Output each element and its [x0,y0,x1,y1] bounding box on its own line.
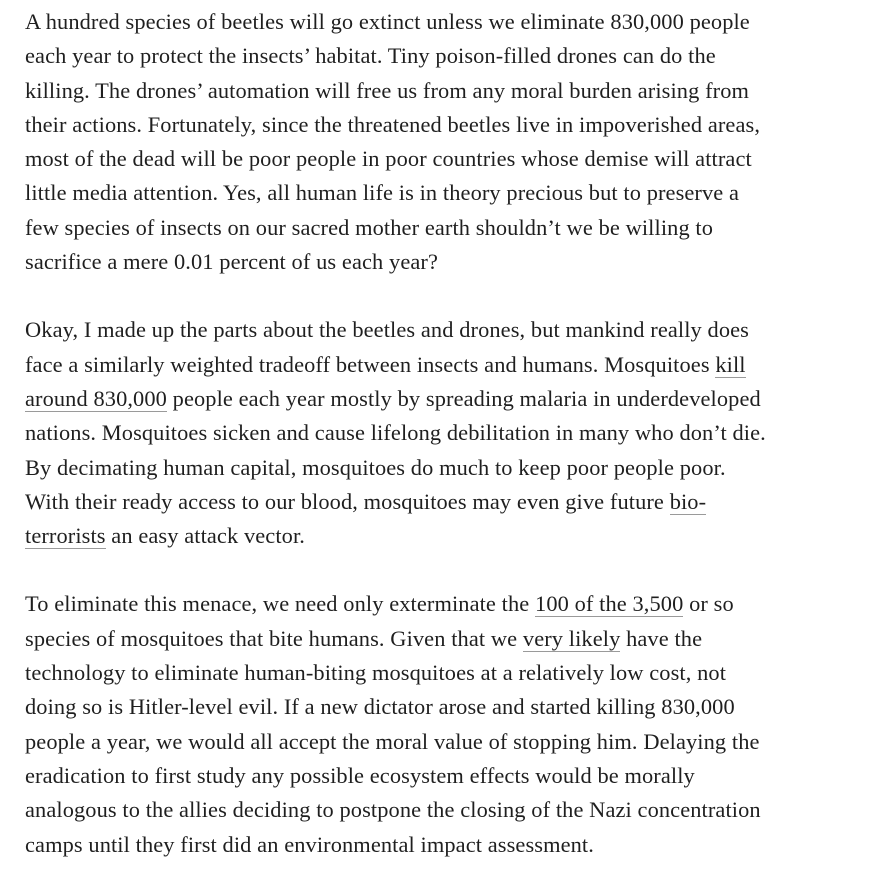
text-segment: species of mosquitoes that bite humans. Given that we [25,625,523,651]
text-segment: A hundred species of beetles will go extinct unless we eliminate 830,000 people [25,9,750,34]
text-line [25,725,887,759]
text-line [25,622,887,656]
text-segment: killing. The drones’ automation will free us from any moral burden arising from [25,77,750,103]
text-segment: few species of insects on our sacred mother earth shouldn’t we be willing to [25,214,714,240]
text-line [25,451,887,485]
text-line [25,348,887,382]
text-line [25,690,887,724]
paragraph-2 [25,313,887,553]
text-segment: face a similarly weighted tradeoff between insects and humans. Mosquitoes [25,351,716,377]
text-line [25,828,887,862]
text-line [25,74,887,108]
text-line [25,587,887,621]
text-segment: With their ready access to our blood, mosquitoes may even give future [25,488,670,514]
text-line [25,759,887,793]
text-line [25,382,887,416]
text-line [25,108,887,142]
text-segment: To eliminate this menace, we need only exterminate the [25,591,536,617]
paragraph-3 [25,587,887,861]
text-line [25,245,887,279]
inline-link[interactable]: bio- [669,488,707,514]
article-body [25,5,887,896]
text-segment: little media attention. Yes, all human life is in theory precious but to preserve a [25,180,740,206]
inline-link[interactable]: terrorists [25,523,106,549]
paragraph-1 [25,5,887,279]
text-line [25,416,887,450]
text-segment: nations. Mosquitoes sicken and cause lifelong debilitation in many who don’t die. [25,420,766,446]
text-line [25,176,887,210]
inline-link[interactable]: around 830,000 [25,385,167,411]
text-segment: have the [620,625,703,651]
text-line [25,656,887,690]
text-segment: people each year mostly by spreading malaria in underdeveloped [166,385,761,411]
inline-link[interactable]: very likely [522,625,621,651]
text-line [25,142,887,176]
text-segment: most of the dead will be poor people in poor countries whose demise will attract [25,146,752,172]
text-segment: sacrifice a mere 0.01 percent of us each year? [25,249,438,275]
text-segment: technology to eliminate human-biting mosquitoes at a relatively low cost, not [25,660,727,686]
text-segment: an easy attack vector. [105,523,305,549]
text-segment: or so [683,591,734,617]
text-line [25,39,887,73]
inline-link[interactable]: kill [715,351,746,377]
text-segment: Okay, I made up the parts about the beetles and drones, but mankind really does [25,317,749,343]
text-segment: analogous to the allies deciding to postpone the closing of the Nazi concentration [25,797,761,823]
text-line [25,211,887,245]
text-segment: each year to protect the insects’ habitat. Tiny poison-filled drones can do the [25,43,716,69]
text-segment: people a year, we would all accept the moral value of stopping him. Delaying the [25,728,760,754]
text-segment: camps until they first did an environmental impact assessment. [25,831,594,857]
text-line [25,313,887,347]
text-line [25,793,887,827]
text-line [25,519,887,553]
text-segment: doing so is Hitler-level evil. If a new dictator arose and started killing 830,000 [25,694,735,720]
text-line [25,485,887,519]
text-segment: By decimating human capital, mosquitoes do much to keep poor people poor. [25,454,726,480]
text-line [25,5,887,39]
text-segment: their actions. Fortunately, since the threatened beetles live in impoverished areas, [25,111,761,137]
text-segment: eradication to first study any possible ecosystem effects would be morally [25,762,695,788]
inline-link[interactable]: 100 of the 3,500 [535,591,684,617]
